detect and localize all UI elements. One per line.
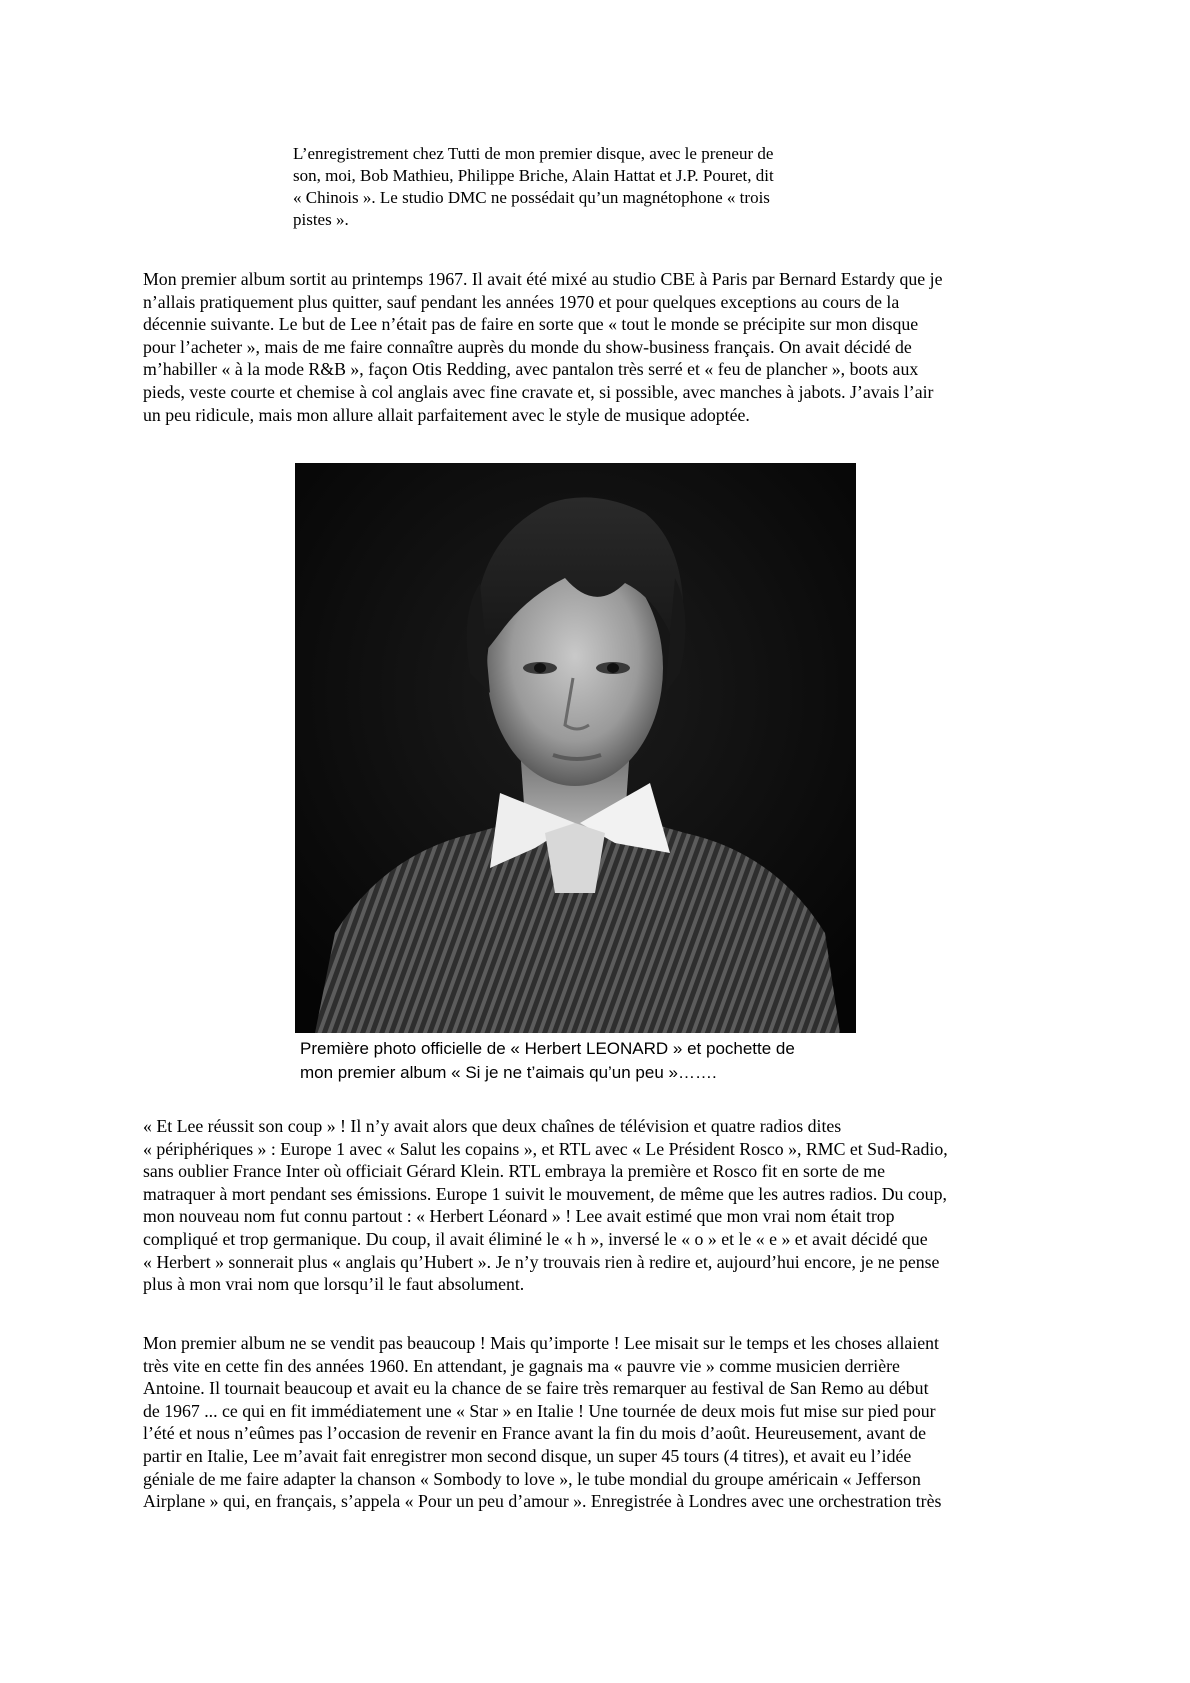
paragraph-3	[143, 1332, 1063, 1513]
top-caption-line: son, moi, Bob Mathieu, Philippe Briche, Alain Hattat et J.P. Pouret, dit	[293, 166, 774, 185]
paragraph-line: sans oublier France Inter où officiait Gérard Klein. RTL embraya la première et Rosco fit en sorte de me	[143, 1161, 886, 1182]
paragraph-line: n’allais pratiquement plus quitter, sauf pendant les années 1970 et pour quelques exceptions au cours de la	[143, 291, 900, 312]
paragraph-line: Antoine. Il tournait beaucoup et avait eu la chance de se faire très remarquer au festival de San Remo au début	[143, 1378, 929, 1399]
paragraph-line: plus à mon vrai nom que lorsqu’il le faut absolument.	[143, 1274, 525, 1295]
paragraph-line: décennie suivante. Le but de Lee n’était pas de faire en sorte que « tout le monde se précipite sur mon disque	[143, 314, 919, 335]
paragraph-line: pour l’acheter », mais de me faire connaître auprès du monde du show-business français. On avait décidé de	[143, 336, 912, 357]
paragraph-line: l’été et nous n’eûmes pas l’occasion de revenir en France avant la fin du mois d’août. Heureusement, avant de	[143, 1423, 927, 1444]
paragraph-1	[143, 268, 1063, 426]
photo-caption-line: mon premier album « Si je ne t’aimais qu’un peu »…….	[300, 1063, 717, 1082]
paragraph-line: partir en Italie, Lee m’avait fait enregistrer mon second disque, un super 45 tours (4 titres), et avait eu l’idée	[143, 1445, 912, 1466]
paragraph-line: mon nouveau nom fut connu partout : « Herbert Léonard » ! Lee avait estimé que mon vrai nom était trop	[143, 1206, 895, 1227]
paragraph-line: « Herbert » sonnerait plus « anglais qu’Hubert ». Je n’y trouvais rien à redire et, aujourd’hui encore, je ne pense	[143, 1251, 940, 1272]
paragraph-line: Mon premier album ne se vendit pas beaucoup ! Mais qu’importe ! Lee misait sur le temps et les choses allaient	[143, 1333, 939, 1353]
paragraph-line: Mon premier album sortit au printemps 1967. Il avait été mixé au studio CBE à Paris par Bernard Estardy que je	[143, 269, 943, 289]
paragraph-line: m’habiller « à la mode R&B », façon Otis Redding, avec pantalon très serré et « feu de plancher », boots aux	[143, 359, 919, 380]
paragraph-line: Airplane » qui, en français, s’appela « Pour un peu d’amour ». Enregistrée à Londres avec une orchestration très	[143, 1491, 942, 1512]
paragraph-line: de 1967 ... ce qui en fit immédiatement une « Star » en Italie ! Une tournée de deux mois fut mise sur pied pour	[143, 1400, 936, 1421]
photo-caption-line: Première photo officielle de « Herbert LEONARD » et pochette de	[300, 1039, 795, 1058]
paragraph-line: « périphériques » : Europe 1 avec « Salut les copains », et RTL avec « Le Président Rosco », RMC et Sud-Radio,	[143, 1138, 948, 1159]
paragraph-line: matraquer à mort pendant ses émissions. Europe 1 suivit le mouvement, de même que les autres radios. Du coup,	[143, 1183, 947, 1204]
paragraph-line: compliqué et trop germanique. Du coup, il avait éliminé le « h », inversé le « o » et le « e » et avait décidé que	[143, 1228, 928, 1249]
paragraph-2	[143, 1115, 1063, 1296]
paragraph-line: pieds, veste courte et chemise à col anglais avec fine cravate et, si possible, avec manches à jabots. J’avais l’air	[143, 381, 934, 402]
paragraph-line: géniale de me faire adapter la chanson « Sombody to love », le tube mondial du groupe américain « Jefferson	[143, 1468, 921, 1489]
top-caption-line: « Chinois ». Le studio DMC ne possédait qu’un magnétophone « trois	[293, 188, 770, 207]
photo-caption	[300, 1037, 870, 1085]
top-caption-line: pistes ».	[293, 210, 349, 229]
paragraph-line: « Et Lee réussit son coup » ! Il n’y avait alors que deux chaînes de télévision et quatre radios dites	[143, 1116, 842, 1136]
paragraph-line: un peu ridicule, mais mon allure allait parfaitement avec le style de musique adoptée.	[143, 404, 750, 425]
top-caption	[293, 143, 883, 231]
portrait-photo	[295, 463, 856, 1033]
top-caption-line: L’enregistrement chez Tutti de mon premier disque, avec le preneur de	[293, 144, 774, 163]
paragraph-line: très vite en cette fin des années 1960. En attendant, je gagnais ma « pauvre vie » comme musicien derrière	[143, 1355, 900, 1376]
